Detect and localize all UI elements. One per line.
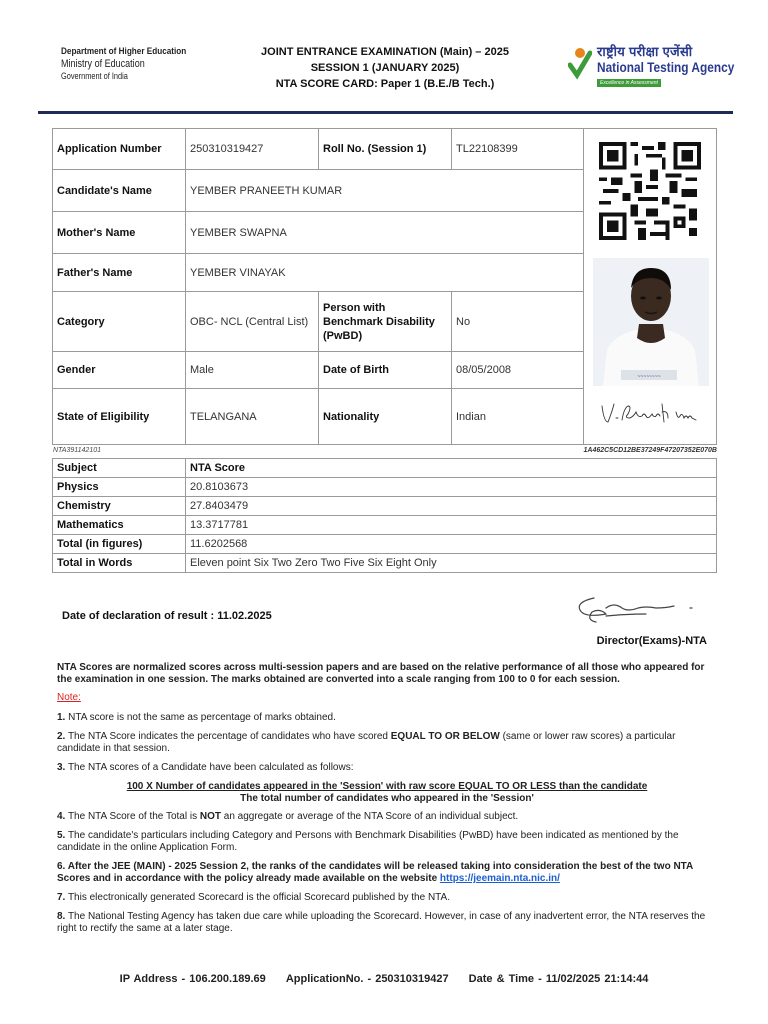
subject-cell: Total in Words [53, 554, 186, 573]
note-item: 7. This electronically generated Scorecard is the official Scorecard published by the NTA. [57, 892, 450, 903]
subject-cell: Physics [53, 478, 186, 497]
candidate-name-label: Candidate's Name [53, 170, 186, 212]
score-cell: 27.8403479 [186, 497, 717, 516]
gender-label: Gender [53, 352, 186, 389]
agency-tagline: Excellence in Assessment [597, 79, 661, 87]
candidate-photo-image [593, 258, 709, 386]
column-header-subject: Subject [53, 459, 186, 478]
note-label: Note: [57, 692, 81, 703]
score-cell: 11.6202568 [186, 535, 717, 554]
column-header-nta-score: NTA Score [186, 459, 717, 478]
state-value: TELANGANA [186, 389, 319, 444]
table-row [53, 516, 717, 535]
title-line-2: SESSION 1 (JANUARY 2025) [310, 62, 460, 74]
category-label: Category [53, 292, 186, 352]
header-divider [38, 111, 733, 114]
roll-no-value: TL22108399 [452, 129, 584, 170]
dept-name: Department of Higher Education [61, 46, 187, 57]
table-row [53, 478, 717, 497]
note-text: This electronically generated Scorecard is the official Scorecard published by the NTA. [67, 892, 450, 903]
note-text: (same or lower raw scores) a particular candidate in that session. [57, 731, 676, 754]
ministry-name: Ministry of Education [61, 58, 145, 70]
note-text: an aggregate or average of the NTA Score of an individual subject. [220, 811, 519, 822]
note-item: 6. After the JEE (MAIN) - 2025 Session 2, the ranks of the candidates will be released taking into consideration the best of the two NTA Scores and in accordance with the policy already made available on the website https://jeemain.nta.nic.in/ [57, 861, 693, 884]
candidate-name-value: YEMBER PRANEETH KUMAR [186, 170, 584, 212]
nationality-value: Indian [452, 389, 584, 444]
pwbd-value: No [452, 292, 584, 352]
score-cell: Eleven point Six Two Zero Two Five Six Eight Only [186, 554, 717, 573]
qr-code-icon [598, 142, 702, 240]
table-row [53, 535, 717, 554]
declaration-date: Date of declaration of result : 11.02.2025 [62, 610, 272, 622]
exam-title [230, 44, 540, 92]
notes-section [57, 662, 717, 942]
note-text: The candidate's particulars including Category and Persons with Benchmark Disabilities (PwBD) have been indicated as mentioned by the candidate in the online Application Form. [57, 830, 679, 853]
jeemain-website-link[interactable]: https://jeemain.nta.nic.in/ [439, 873, 560, 884]
note-text: NTA score is not the same as percentage of marks obtained. [68, 712, 336, 723]
title-line-1: JOINT ENTRANCE EXAMINATION (Main) – 2025 [261, 46, 509, 58]
agency-hindi-name: राष्ट्रीय परीक्षा एजेंसी [597, 44, 693, 59]
state-label: State of Eligibility [53, 389, 186, 444]
subject-cell: Chemistry [53, 497, 186, 516]
mother-name-label: Mother's Name [53, 212, 186, 254]
nta-reference-id: NTA391142101 [53, 447, 101, 454]
svg-text:~~~~~~~~: ~~~~~~~~ [637, 374, 661, 380]
ministry-logo-block [55, 46, 205, 92]
formula-numerator: 100 X Number of candidates appeared in the 'Session' with raw score EQUAL TO OR LESS than the candidate [126, 781, 648, 792]
mother-name-value: YEMBER SWAPNA [186, 212, 584, 254]
table-row [53, 554, 717, 573]
father-name-value: YEMBER VINAYAK [186, 254, 584, 292]
gov-name: Government of India [61, 71, 128, 81]
note-text: The NTA Score indicates the percentage of candidates who have scored [67, 731, 391, 742]
note-item: 2. The NTA Score indicates the percentage of candidates who have scored EQUAL TO OR BELOW (same or lower raw scores) a particular candidate in that session. [57, 731, 676, 754]
footer-info [0, 973, 768, 985]
note-item: 8. The National Testing Agency has taken due care while uploading the Scorecard. However, in case of any inadvertent error, the NTA reserves the right to rectify the same at a later stage. [57, 911, 706, 934]
note-emphasis: EQUAL TO OR BELOW [390, 731, 500, 742]
gender-value: Male [186, 352, 319, 389]
agency-name: National Testing Agency [597, 60, 735, 75]
note-item: 5. The candidate's particulars including Category and Persons with Benchmark Disabilities (PwBD) have been indicated as mentioned by the candidate in the online Application Form. [57, 830, 679, 853]
formula-denominator: The total number of candidates who appeared in the 'Session' [240, 793, 534, 804]
note-item: 1. NTA score is not the same as percentage of marks obtained. [57, 712, 336, 723]
application-number-label: Application Number [53, 129, 186, 170]
category-value: OBC- NCL (Central List) [186, 292, 319, 352]
father-name-label: Father's Name [53, 254, 186, 292]
ministry-text [61, 46, 207, 82]
subject-cell: Mathematics [53, 516, 186, 535]
table-row [53, 497, 717, 516]
note-item: 3. The NTA scores of a Candidate have been calculated as follows: [57, 762, 354, 773]
table-header-row [53, 459, 717, 478]
note-emphasis: NOT [199, 811, 221, 822]
score-cell: 20.8103673 [186, 478, 717, 497]
roll-no-label: Roll No. (Session 1) [319, 129, 452, 170]
note-text: The National Testing Agency has taken due care while uploading the Scorecard. However, in case of any inadvertent error, the NTA reserves the right to rectify the same at a later stage. [57, 911, 706, 934]
subject-cell: Total (in figures) [53, 535, 186, 554]
notes-intro: NTA Scores are normalized scores across multi-session papers and are based on the relative performance of all those who appeared for the examination in one session. The marks obtained are converted into a scale ranging from 100 to 0 for each session. [57, 662, 705, 685]
dob-label: Date of Birth [319, 352, 452, 389]
candidate-photo [593, 258, 709, 386]
dob-value: 08/05/2008 [452, 352, 584, 389]
nta-logo-block [568, 42, 735, 88]
nationality-label: Nationality [319, 389, 452, 444]
title-line-3: NTA SCORE CARD: Paper 1 (B.E./B Tech.) [275, 78, 495, 90]
nta-checkmark-logo-icon [568, 45, 592, 81]
note-text: The NTA Score of the Total is [67, 811, 200, 822]
note-item: 4. The NTA Score of the Total is NOT an aggregate or average of the NTA Score of an individual subject. [57, 811, 519, 822]
scorecard-hash: 1A462C5CD12BE37249F47207352E070B [583, 447, 717, 454]
footer-application-number: ApplicationNo. - 250310319427 [285, 973, 449, 985]
ip-address: IP Address - 106.200.189.69 [119, 973, 266, 985]
candidate-signature-icon [596, 392, 704, 438]
score-table [52, 458, 717, 573]
footer-datetime: Date & Time - 11/02/2025 21:14:44 [468, 973, 649, 985]
score-formula [57, 781, 717, 805]
score-cell: 13.3717781 [186, 516, 717, 535]
pwbd-label: Person with Benchmark Disability (PwBD) [319, 292, 452, 352]
director-signature-icon [566, 588, 706, 628]
note-text: After the JEE (MAIN) - 2025 Session 2, the ranks of the candidates will be released taking into consideration the best of the two NTA Scores and in accordance with the policy already made available on the website [57, 861, 693, 884]
director-title: Director(Exams)-NTA [596, 635, 707, 647]
application-number-value: 250310319427 [186, 129, 319, 170]
note-text: The NTA scores of a Candidate have been calculated as follows: [67, 762, 354, 773]
